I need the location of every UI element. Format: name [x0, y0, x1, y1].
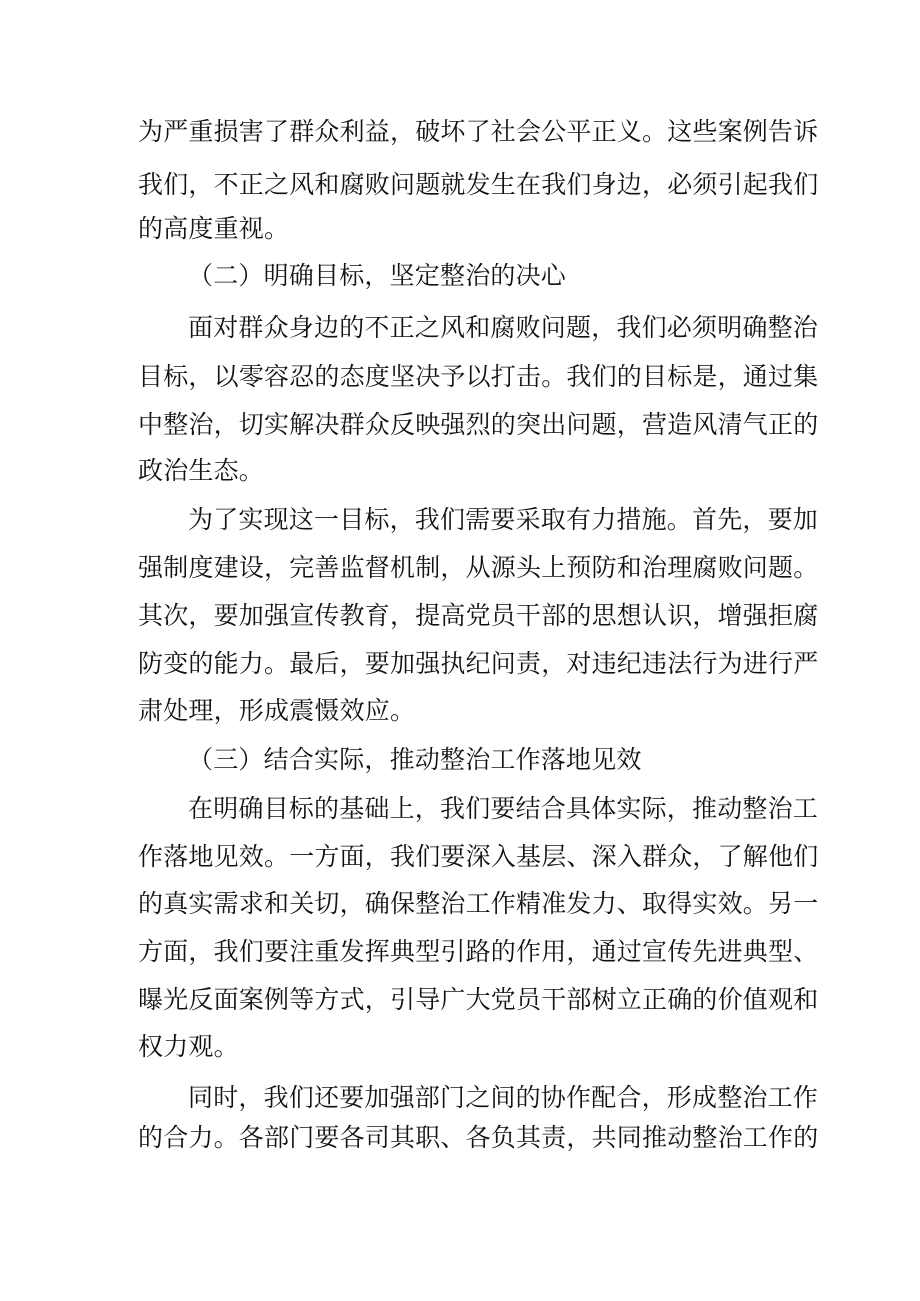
paragraph-line: 作落地见效。一方面，我们要深入基层、深入群众，了解他们: [138, 842, 819, 871]
paragraph-line: 肃处理，形成震慑效应。: [138, 696, 416, 725]
paragraph-line: 同时，我们还要加强部门之间的协作配合，形成整治工作: [188, 1083, 819, 1112]
paragraph-line: 我们，不正之风和腐败问题就发生在我们身边，必须引起我们: [138, 170, 819, 199]
paragraph-line: 其次，要加强宣传教育，提高党员干部的思想认识，增强拒腐: [138, 601, 819, 630]
paragraph-line: 为严重损害了群众利益，破坏了社会公平正义。这些案例告诉: [138, 117, 819, 146]
paragraph-line: 的高度重视。: [138, 214, 290, 243]
paragraph-line: 权力观。: [138, 1032, 239, 1061]
paragraph-line: 目标，以零容忍的态度坚决予以打击。我们的目标是，通过集: [138, 362, 819, 391]
section-heading: （三）结合实际，推动整治工作落地见效: [188, 745, 642, 774]
paragraph-line: 在明确目标的基础上，我们要结合具体实际，推动整治工: [188, 794, 819, 823]
paragraph-line: 曝光反面案例等方式，引导广大党员干部树立正确的价值观和: [138, 985, 819, 1014]
paragraph-line: 为了实现这一目标，我们需要采取有力措施。首先，要加: [188, 505, 819, 534]
paragraph-line: 防变的能力。最后，要加强执纪问责，对违纪违法行为进行严: [138, 649, 819, 678]
paragraph-line: 的真实需求和关切，确保整治工作精准发力、取得实效。另一: [138, 889, 819, 918]
paragraph-line: 政治生态。: [138, 456, 265, 485]
paragraph-line: 强制度建设，完善监督机制，从源头上预防和治理腐败问题。: [138, 553, 819, 582]
paragraph-line: 的合力。各部门要各司其职、各负其责，共同推动整治工作的: [138, 1123, 819, 1152]
section-heading: （二）明确目标，坚定整治的决心: [188, 261, 567, 290]
paragraph-line: 中整治，切实解决群众反映强烈的突出问题，营造风清气正的: [138, 410, 819, 439]
paragraph-line: 方面，我们要注重发挥典型引路的作用，通过宣传先进典型、: [138, 937, 819, 966]
paragraph-line: 面对群众身边的不正之风和腐败问题，我们必须明确整治: [188, 313, 819, 342]
